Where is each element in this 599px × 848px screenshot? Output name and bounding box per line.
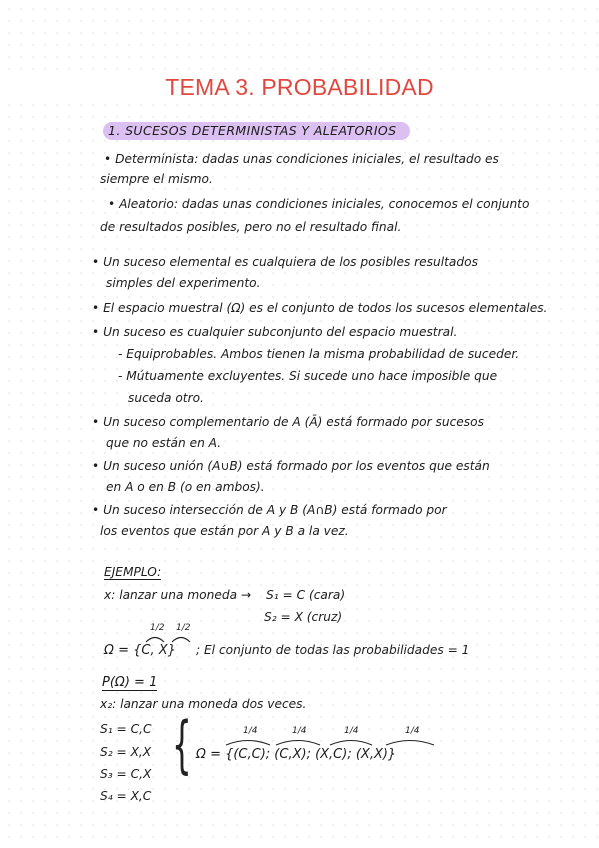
excluyentes-line1: - Mútuamente excluyentes. Si sucede uno hace imposible que — [118, 369, 498, 383]
complementario-line1: • Un suceso complementario de A (Ā) está formado por sucesos — [92, 415, 484, 429]
omega-set-1-note: ; El conjunto de todas las probabilidades = 1 — [196, 643, 470, 657]
prob-xc: 1/4 — [344, 726, 359, 736]
omega-set-1: Ω = {C, X} — [104, 643, 176, 658]
experiment-2: x₂: lanzar una moneda dos veces. — [100, 697, 307, 711]
determinista-line1: • Determinista: dadas unas condiciones iniciales, el resultado es — [104, 152, 499, 166]
section-heading: 1. SUCESOS DETERMINISTAS Y ALEATORIOS — [108, 123, 397, 138]
suceso-def: • Un suceso es cualquier subconjunto del espacio muestral. — [92, 325, 458, 339]
prob-x: 1/2 — [176, 623, 191, 633]
outcome2-s1: S₁ = C,C — [100, 722, 152, 736]
prob-cc: 1/4 — [243, 726, 258, 736]
prob-cx: 1/4 — [292, 726, 307, 736]
determinista-line2: siempre el mismo. — [100, 172, 213, 186]
outcome-s2: S₂ = X (cruz) — [264, 610, 343, 624]
prob-omega: P(Ω) = 1 — [102, 675, 158, 690]
union-line1: • Un suceso unión (A∪B) está formado por los eventos que están — [92, 459, 490, 473]
outcome2-s2: S₂ = X,X — [100, 745, 152, 759]
interseccion-line2: los eventos que están por A y B a la vez. — [100, 524, 349, 538]
prob-xx: 1/4 — [405, 726, 420, 736]
omega-set-2: Ω = {(C,C); (C,X); (X,C); (X,X)} — [196, 747, 397, 762]
aleatorio-line1: • Aleatorio: dadas unas condiciones iniciales, conocemos el conjunto — [108, 197, 530, 211]
espacio-muestral: • El espacio muestral (Ω) es el conjunto de todos los sucesos elementales. — [92, 301, 548, 315]
brace-icon: { — [172, 708, 192, 781]
outcome2-s3: S₃ = C,X — [100, 767, 152, 781]
outcome-s1: S₁ = C (cara) — [266, 588, 346, 602]
excluyentes-line2: suceda otro. — [128, 391, 204, 405]
elemental-line1: • Un suceso elemental es cualquiera de los posibles resultados — [92, 255, 478, 269]
interseccion-line1: • Un suceso intersección de A y B (A∩B) está formado por — [92, 503, 447, 517]
experiment-1: x: lanzar una moneda → — [104, 588, 252, 602]
outcome2-s4: S₄ = X,C — [100, 789, 152, 803]
ejemplo-heading: EJEMPLO: — [104, 565, 162, 579]
union-line2: en A o en B (o en ambos). — [106, 480, 265, 494]
aleatorio-line2: de resultados posibles, pero no el resultado final. — [100, 220, 402, 234]
prob-c: 1/2 — [150, 623, 165, 633]
elemental-line2: simples del experimento. — [106, 276, 261, 290]
equiprobables: - Equiprobables. Ambos tienen la misma probabilidad de suceder. — [118, 347, 520, 361]
page-title: TEMA 3. PROBABILIDAD — [0, 74, 599, 101]
complementario-line2: que no están en A. — [106, 436, 222, 450]
